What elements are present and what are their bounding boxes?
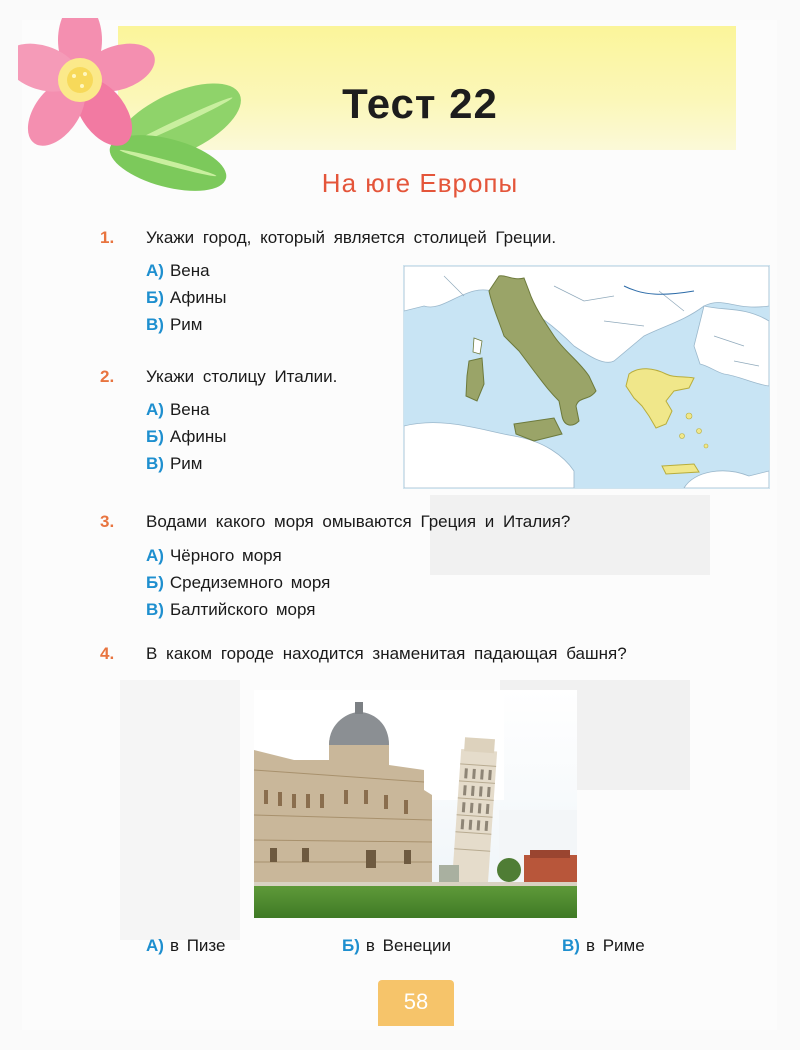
- answer-option[interactable]: [146, 288, 227, 308]
- question-text: Укажи город, который является столицей Греции.: [146, 228, 557, 247]
- option-text: в Венеции: [365, 936, 452, 955]
- option-text: Афины: [169, 288, 227, 307]
- option-letter: Б): [146, 573, 164, 592]
- option-text: Чёрного моря: [169, 546, 282, 565]
- test-title: Тест 22: [342, 80, 498, 127]
- option-letter: А): [146, 400, 164, 419]
- answer-option[interactable]: [146, 573, 330, 593]
- option-letter: Б): [342, 936, 360, 955]
- question-number: 3.: [100, 512, 115, 531]
- option-text: Рим: [169, 454, 203, 473]
- question-number: 1.: [100, 228, 115, 247]
- option-letter: Б): [146, 288, 164, 307]
- question-text: Водами какого моря омываются Греция и Италия?: [146, 512, 571, 531]
- option-letter: А): [146, 546, 164, 565]
- europe-map-image: [403, 265, 770, 489]
- option-letter: В): [146, 454, 164, 473]
- option-letter: А): [146, 261, 164, 280]
- option-text: Средиземного моря: [169, 573, 331, 592]
- option-letter: В): [146, 315, 164, 334]
- question-number: 4.: [100, 644, 115, 663]
- option-letter: А): [146, 936, 164, 955]
- question-number: 2.: [100, 367, 115, 386]
- option-text: в Пизе: [169, 936, 226, 955]
- question-text: Укажи столицу Италии.: [146, 367, 338, 386]
- option-text: в Риме: [585, 936, 645, 955]
- bleed-through-block: [120, 680, 240, 940]
- option-letter: Б): [146, 427, 164, 446]
- answer-option[interactable]: [146, 600, 315, 620]
- test-subtitle: На юге Европы: [321, 168, 519, 198]
- answer-option[interactable]: [146, 315, 202, 335]
- answer-option[interactable]: [562, 936, 645, 956]
- option-text: Афины: [169, 427, 227, 446]
- option-letter: В): [146, 600, 164, 619]
- flower-decoration-icon: [18, 18, 258, 193]
- bleed-through-block: [430, 495, 710, 575]
- option-text: Вена: [169, 261, 210, 280]
- option-text: Рим: [169, 315, 203, 334]
- option-text: Вена: [169, 400, 210, 419]
- option-letter: В): [562, 936, 580, 955]
- question-text: В каком городе находится знаменитая падающая башня?: [146, 644, 627, 663]
- answer-option[interactable]: [146, 546, 282, 566]
- page-number: 58: [378, 980, 454, 1026]
- answer-option[interactable]: [146, 454, 202, 474]
- pisa-tower-photo: [254, 690, 577, 918]
- answer-option[interactable]: [146, 936, 225, 956]
- answer-option[interactable]: [146, 261, 210, 281]
- answer-option[interactable]: [146, 427, 227, 447]
- answer-option[interactable]: [146, 400, 210, 420]
- option-text: Балтийского моря: [169, 600, 316, 619]
- answer-option[interactable]: [342, 936, 451, 956]
